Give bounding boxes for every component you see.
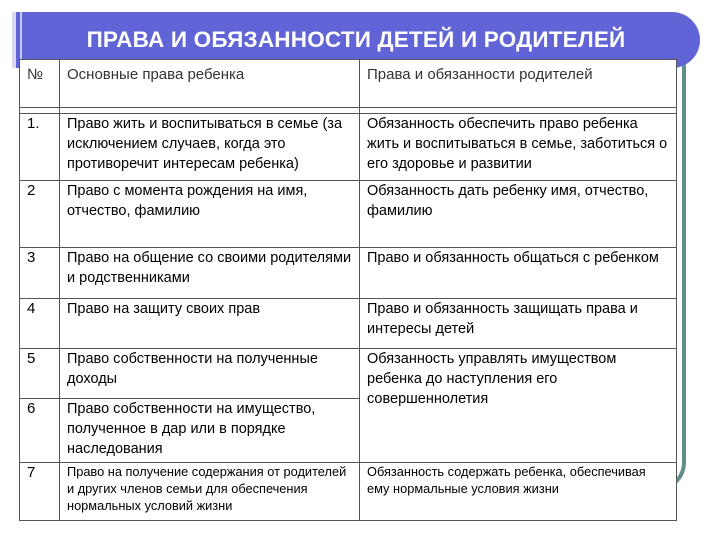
header-parent-rights: Права и обязанности родителей [360, 60, 677, 108]
row-num: 2 [20, 181, 60, 248]
row-num: 1. [20, 114, 60, 181]
page-title: ПРАВА И ОБЯЗАННОСТИ ДЕТЕЙ И РОДИТЕЛЕЙ [86, 27, 626, 52]
row-child-right: Право на получение содержания от родителей и других членов семьи для обеспечения нормальных условий жизни [60, 463, 360, 521]
row-child-right: Право с момента рождения на имя, отчество, фамилию [60, 181, 360, 248]
rights-table [19, 59, 677, 521]
header-num: № [20, 60, 60, 108]
row-parent-duty: Обязанность управлять имуществом ребенка до наступления его совершеннолетия [360, 349, 677, 463]
header-child-rights: Основные права ребенка [60, 60, 360, 108]
row-num: 3 [20, 248, 60, 299]
table-row [20, 181, 677, 248]
row-num: 6 [20, 399, 60, 463]
row-child-right: Право жить и воспитываться в семье (за исключением случаев, когда это противоречит интересам ребенка) [60, 114, 360, 181]
row-parent-duty: Обязанность содержать ребенка, обеспечивая ему нормальные условия жизни [360, 463, 677, 521]
table-header-row [20, 60, 677, 108]
row-parent-duty: Право и обязанность общаться с ребенком [360, 248, 677, 299]
row-num: 4 [20, 299, 60, 349]
row-child-right: Право на общение со своими родителями и родственниками [60, 248, 360, 299]
row-child-right: Право собственности на полученные доходы [60, 349, 360, 399]
table-row [20, 248, 677, 299]
table-row [20, 349, 677, 399]
row-num: 7 [20, 463, 60, 521]
table-row [20, 299, 677, 349]
row-parent-duty: Право и обязанность защищать права и интересы детей [360, 299, 677, 349]
row-child-right: Право собственности на имущество, полученное в дар или в порядке наследования [60, 399, 360, 463]
table-row [20, 114, 677, 181]
row-parent-duty: Обязанность обеспечить право ребенка жить и воспитываться в семье, заботиться о его здоровье и развитии [360, 114, 677, 181]
table-row [20, 463, 677, 521]
row-num: 5 [20, 349, 60, 399]
row-parent-duty: Обязанность дать ребенку имя, отчество, фамилию [360, 181, 677, 248]
row-child-right: Право на защиту своих прав [60, 299, 360, 349]
